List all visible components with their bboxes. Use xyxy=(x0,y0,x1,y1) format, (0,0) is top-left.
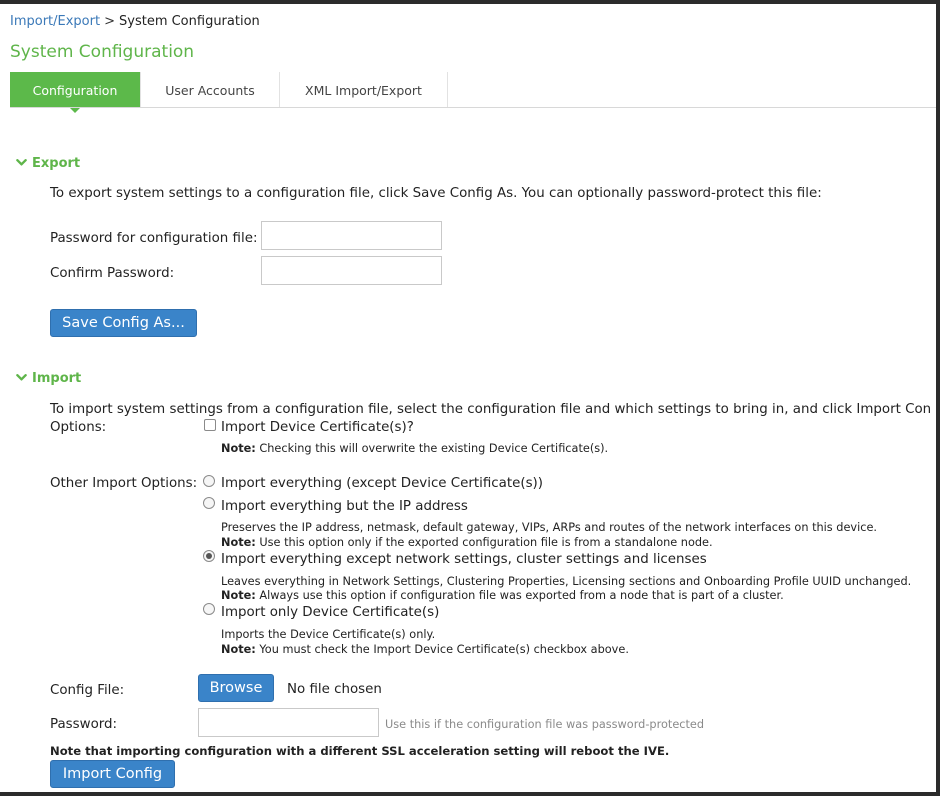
tab-user-accounts[interactable]: User Accounts xyxy=(141,72,280,107)
export-password-input[interactable] xyxy=(261,221,442,250)
radio-import-device-cert-only[interactable] xyxy=(203,603,215,615)
radio-import-except-network-note xyxy=(221,589,784,602)
other-import-options-label: Other Import Options: xyxy=(50,476,198,491)
radio-import-device-cert-only-note xyxy=(221,643,629,656)
breadcrumb-separator: > xyxy=(104,14,115,29)
radio-import-except-network-detail: Leaves everything in Network Settings, Clustering Properties, Licensing sections and Onboarding Profile UUID unchanged. xyxy=(221,575,912,588)
device-certificate-note xyxy=(221,442,608,455)
note-label: Note: xyxy=(221,643,256,656)
radio-import-device-cert-only-detail: Imports the Device Certificate(s) only. xyxy=(221,628,436,641)
note-text: You must check the Import Device Certificate(s) checkbox above. xyxy=(255,643,629,656)
note-text: Always use this option if configuration file was exported from a node that is part of a cluster. xyxy=(255,589,784,602)
import-password-input[interactable] xyxy=(198,708,379,737)
radio-import-except-network-label: Import everything except network settings, cluster settings and licenses xyxy=(221,552,707,567)
note-label: Note: xyxy=(221,442,256,455)
export-section-header[interactable] xyxy=(16,156,80,171)
note-text: Use this option only if the exported configuration file is from a standalone node. xyxy=(255,536,713,549)
radio-import-device-cert-only-label: Import only Device Certificate(s) xyxy=(221,605,440,620)
breadcrumb xyxy=(10,14,260,29)
radio-import-everything-label: Import everything (except Device Certificate(s)) xyxy=(221,476,544,491)
ssl-warning-note: Note that importing configuration with a different SSL acceleration setting will reboot the IVE. xyxy=(50,744,670,758)
tab-configuration[interactable]: Configuration xyxy=(10,72,141,107)
import-device-certificate-label: Import Device Certificate(s)? xyxy=(221,420,414,435)
import-device-certificate-checkbox[interactable] xyxy=(204,419,216,431)
chevron-down-icon xyxy=(16,372,27,383)
chevron-down-icon xyxy=(16,157,27,168)
breadcrumb-current: System Configuration xyxy=(119,14,260,29)
no-file-chosen-text: No file chosen xyxy=(287,682,382,697)
import-heading: Import xyxy=(32,371,82,386)
tab-divider xyxy=(10,107,936,108)
radio-import-except-ip-note xyxy=(221,536,713,549)
export-description: To export system settings to a configuration file, click Save Config As. You can optionally password-protect this file: xyxy=(50,186,822,201)
export-password-label: Password for configuration file: xyxy=(50,231,258,246)
note-label: Note: xyxy=(221,589,256,602)
import-password-label: Password: xyxy=(50,717,118,732)
import-config-button[interactable]: Import Config xyxy=(50,760,175,788)
tab-xml-import-export[interactable]: XML Import/Export xyxy=(280,72,448,107)
radio-import-except-ip-detail: Preserves the IP address, netmask, default gateway, VIPs, ARPs and routes of the network interfaces on this device. xyxy=(221,521,877,534)
radio-import-except-ip[interactable] xyxy=(203,497,215,509)
radio-import-except-network[interactable] xyxy=(203,550,215,562)
radio-import-everything[interactable] xyxy=(203,475,215,487)
tab-bar xyxy=(10,72,448,107)
breadcrumb-link-import-export[interactable]: Import/Export xyxy=(10,14,101,29)
radio-import-except-ip-label: Import everything but the IP address xyxy=(221,499,468,514)
import-section-header[interactable] xyxy=(16,371,81,386)
note-text: Checking this will overwrite the existing Device Certificate(s). xyxy=(255,442,609,455)
save-config-as-button[interactable]: Save Config As... xyxy=(50,309,197,337)
export-heading: Export xyxy=(32,156,81,171)
note-label: Note: xyxy=(221,536,256,549)
browse-button[interactable]: Browse xyxy=(198,674,274,702)
export-confirm-label: Confirm Password: xyxy=(50,266,175,281)
import-description: To import system settings from a configuration file, select the configuration file and which settings to bring in, and click Import Con xyxy=(50,402,932,417)
import-password-hint: Use this if the configuration file was password-protected xyxy=(385,718,705,731)
page-title: System Configuration xyxy=(10,42,195,62)
export-confirm-password-input[interactable] xyxy=(261,256,442,285)
config-file-label: Config File: xyxy=(50,683,125,698)
import-options-label: Options: xyxy=(50,420,107,435)
